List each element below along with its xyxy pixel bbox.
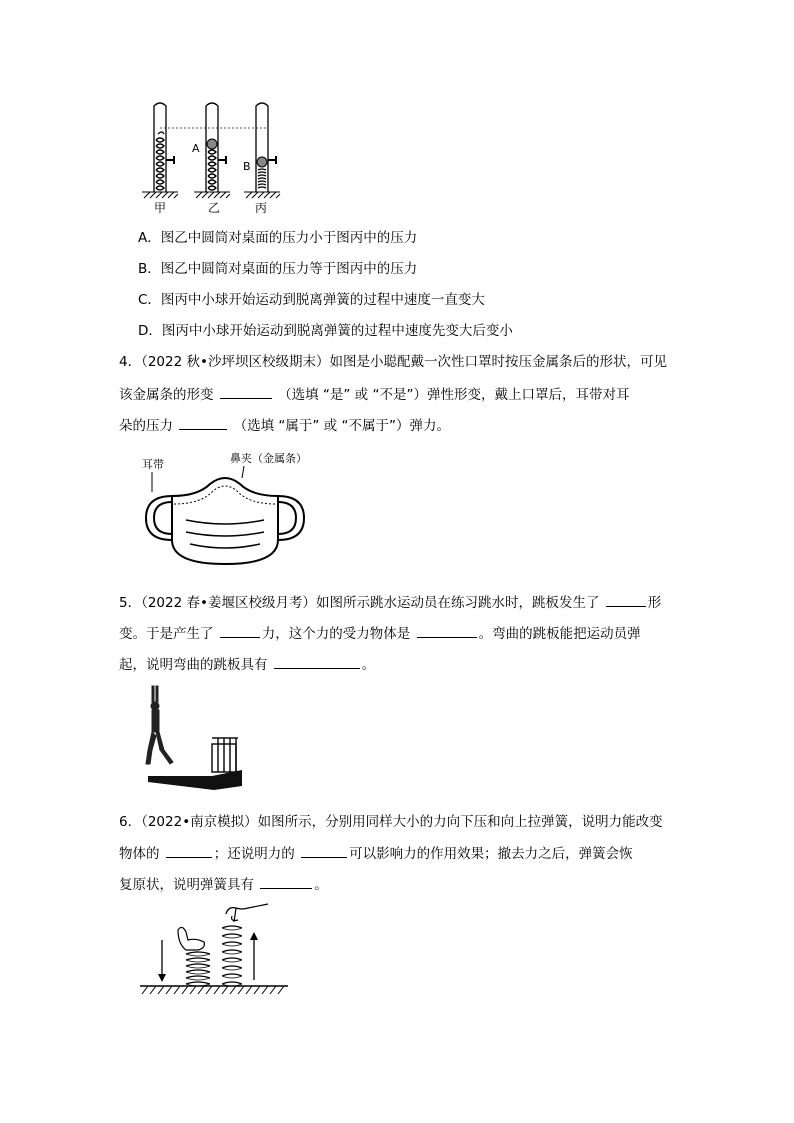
q4-line-2 bbox=[119, 384, 629, 405]
q5-text-3a: 起，说明弯曲的跳板具有 bbox=[119, 657, 268, 673]
q6-text-2c: 可以影响力的作用效果；撤去力之后，弹簧会恢 bbox=[349, 846, 633, 862]
q5-blank-2[interactable] bbox=[220, 623, 260, 638]
q5-blank-4[interactable] bbox=[274, 654, 360, 669]
q6-line-2 bbox=[119, 843, 633, 864]
q3-option-b: B．图乙中圆筒对桌面的压力等于图丙中的压力 bbox=[138, 261, 418, 277]
q6-text-2a: 物体的 bbox=[119, 846, 160, 862]
q5-text-2a: 变。于是产生了 bbox=[119, 626, 214, 642]
q5-text-2c: 。弯曲的跳板能把运动员弹 bbox=[478, 626, 641, 642]
tube-jia bbox=[154, 103, 174, 192]
diving-figure bbox=[140, 684, 250, 796]
q5-blank-3[interactable] bbox=[417, 623, 477, 638]
q6-text-3b: 。 bbox=[314, 877, 328, 893]
ball-a-label: A bbox=[192, 142, 200, 155]
mask-figure bbox=[138, 448, 318, 572]
q6-text-2b: ；还说明力的 bbox=[213, 846, 295, 862]
label-jia: 甲 bbox=[154, 201, 167, 215]
q6-number: 6． bbox=[119, 814, 142, 830]
q3-option-d: D．图丙中小球开始运动到脱离弹簧的过程中速度先变大后变小 bbox=[138, 323, 513, 339]
q4-text-3b: （选填 “属于” 或 “不属于”）弹力。 bbox=[233, 418, 450, 434]
q4-text-3a: 朵的压力 bbox=[119, 418, 173, 434]
q6-source: （2022•南京模拟） bbox=[141, 814, 258, 830]
q5-text-1a: 如图所示跳水运动员在练习跳水时，跳板发生了 bbox=[315, 595, 600, 611]
q4-text-2b: （选填 “是” 或 “不是”）弹性形变，戴上口罩后，耳带对耳 bbox=[278, 387, 630, 403]
q3-option-c: C．图丙中小球开始运动到脱离弹簧的过程中速度一直变大 bbox=[138, 292, 485, 308]
q6-line-1 bbox=[119, 812, 663, 832]
ball-b bbox=[257, 157, 267, 167]
q5-text-2b: 力，这个力的受力物体是 bbox=[261, 626, 411, 642]
q6-blank-2[interactable] bbox=[301, 843, 347, 858]
q4-blank-1[interactable] bbox=[220, 384, 272, 399]
q4-blank-2[interactable] bbox=[179, 415, 227, 430]
q6-blank-3[interactable] bbox=[260, 874, 312, 889]
ball-a bbox=[207, 139, 217, 149]
ear-loop-label: 耳带 bbox=[142, 458, 164, 471]
label-yi: 乙 bbox=[208, 201, 221, 215]
q5-line-2 bbox=[119, 623, 641, 644]
tube-bing bbox=[256, 103, 276, 192]
q3-option-a: A．图乙中圆筒对桌面的压力小于图丙中的压力 bbox=[138, 230, 418, 246]
tubes-spring-figure bbox=[140, 98, 290, 218]
q4-text-1: 如图是小聪配戴一次性口罩时按压金属条后的形状，可见 bbox=[329, 354, 667, 370]
q5-text-3b: 。 bbox=[361, 657, 376, 673]
q5-blank-1[interactable] bbox=[606, 592, 646, 607]
q4-number: 4． bbox=[119, 354, 142, 370]
q5-source: （2022 春•姜堰区校级月考） bbox=[141, 595, 316, 611]
q5-number: 5． bbox=[119, 595, 142, 611]
q5-line-3 bbox=[119, 654, 375, 675]
q6-text-3a: 复原状，说明弹簧具有 bbox=[119, 877, 254, 893]
q5-text-1b: 形 bbox=[647, 595, 662, 611]
q6-text-1a: 如图所示，分别用同样大小的力向下压和向上拉弹簧，说明力能改变 bbox=[257, 814, 663, 830]
q6-blank-1[interactable] bbox=[166, 843, 212, 858]
q6-line-3 bbox=[119, 874, 328, 895]
q5-line-1 bbox=[119, 592, 661, 613]
q4-line-1 bbox=[119, 352, 667, 372]
q4-text-2a: 该金属条的形变 bbox=[119, 387, 214, 403]
q4-line-3 bbox=[119, 415, 450, 436]
ball-b-label: B bbox=[243, 160, 251, 173]
q4-source: （2022 秋•沙坪坝区校级期末） bbox=[141, 354, 330, 370]
springs-figure bbox=[138, 900, 290, 996]
label-bing: 丙 bbox=[255, 201, 268, 215]
nose-clip-label: 鼻夹（金属条） bbox=[230, 452, 307, 465]
